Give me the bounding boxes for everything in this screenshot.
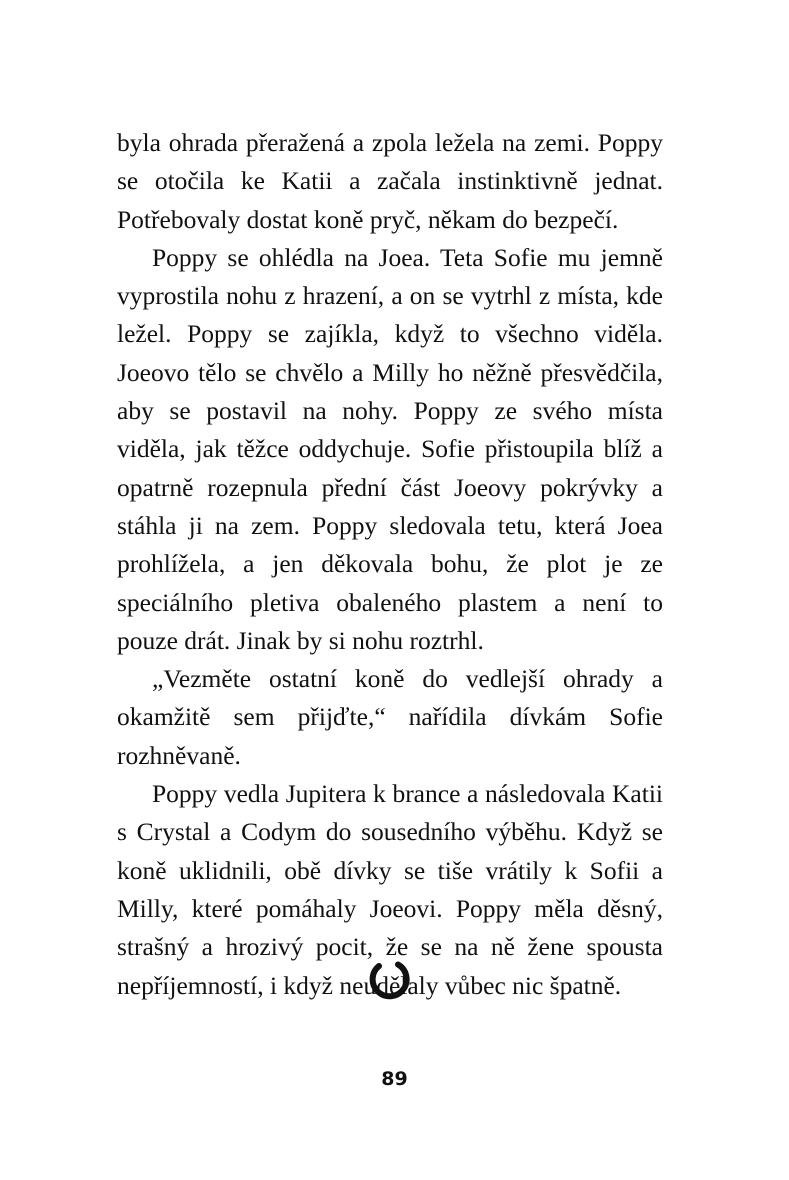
paragraph-3: „Vezměte ostatní koně do vedlejší ohrady a okamžitě sem přijďte,“ nařídila dívkám Sofie rozhněvaně. [117, 664, 663, 770]
horseshoe-icon [365, 957, 413, 1007]
paragraph-4: Poppy vedla Jupitera k brance a následovala Katii s Crystal a Codym do sousedního výběhu. Když se koně uklidnili, obě dívky se tiše vrátily k Sofii a Milly, které pomáhaly Joeovi. Poppy měla děsný, strašný a hrozivý pocit, že se na ně žene spousta nepříjemností, i když neudělaly vůbec nic špatně. [117, 779, 663, 1000]
paragraph-1: byla ohrada přeražená a zpola ležela na zemi. Poppy se otočila ke Katii a začala instinktivně jednat. Potřebovaly dostat koně pryč, někam do bezpečí. [117, 128, 663, 234]
body-text [117, 124, 663, 1005]
paragraph-2: Poppy se ohlédla na Joea. Teta Sofie mu jemně vyprostila nohu z hrazení, a on se vytrhl z místa, kde ležel. Poppy se zajíkla, když to všechno viděla. Joeovo tělo se chvělo a Milly ho něžně přesvědčila, aby se postavil na nohy. Poppy ze svého místa viděla, jak těžce oddychuje. Sofie přistoupila blíž a opatrně rozepnula přední část Joeovy pokrývky a stáhla ji na zem. Poppy sledovala tetu, která Joea prohlížela, a jen děkovala bohu, že plot je ze speciálního pletiva obaleného plastem a není to pouze drát. Jinak by si nohu roztrhl. [117, 242, 663, 655]
page-number: 89 [381, 1068, 408, 1090]
